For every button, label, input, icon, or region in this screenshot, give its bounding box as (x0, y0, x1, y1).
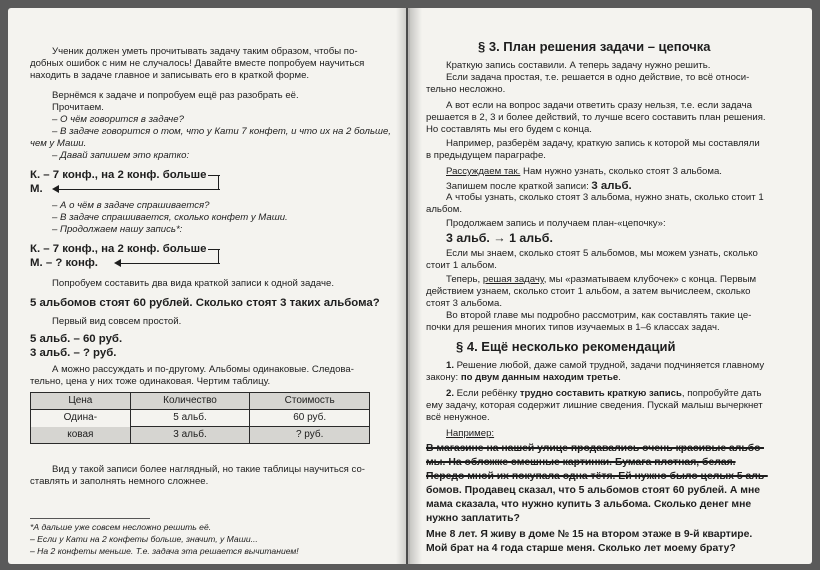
footnote-line-1: *А дальше уже совсем несложно решить её. (30, 522, 212, 532)
table-cell: 3 альб. (130, 427, 250, 444)
example-text: Передо мной их покупала одна тётя. Ей нужно было целых 5 аль- (426, 471, 768, 482)
rec1-number: 1. (446, 360, 455, 371)
p5-line-1: Если мы знаем, сколько стоят 5 альбомов, мы можем узнать, сколько (446, 248, 758, 259)
p6-line-3: стоят 3 альбома. (426, 298, 503, 309)
table-cell: 5 альб. (130, 410, 250, 427)
example-line-6 (426, 512, 520, 526)
reason-rest: Нам нужно узнать, сколько стоят 3 альбома. (520, 166, 722, 177)
short1-masha: М. (30, 183, 43, 195)
dialog-continue: – Продолжаем нашу запись*: (52, 224, 183, 235)
price-table (30, 392, 370, 444)
example-line-2 (426, 456, 736, 470)
short3-line-1: 5 альб. – 60 руб. (30, 333, 123, 345)
record-prefix: Запишем после краткой записи: (446, 181, 592, 192)
section-3-heading: § 3. План решения задачи – цепочка (478, 39, 711, 54)
conclusion-line-2: ставлять и заполнять немного сложнее. (30, 476, 209, 487)
p1-line-2: Если задача простая, т.е. решается в одно действие, то всё относи- (446, 72, 750, 83)
rec2-line-2: ему задачу, которая содержит лишние сведения. Пускай малыш вычеркнет (426, 400, 763, 411)
p2-line-3: Но составлять мы его будем с конца. (426, 124, 592, 135)
p6-line-1 (446, 274, 756, 286)
table-row (31, 427, 370, 444)
table-header: Количество (130, 393, 250, 410)
short1-arrow-bottom (58, 189, 220, 190)
table-header-row (31, 393, 370, 410)
continue-line: Продолжаем запись и получаем план-«цепочку»: (446, 218, 666, 229)
short3-line-2: 3 альб. – ? руб. (30, 347, 117, 359)
example-line-4 (426, 484, 760, 498)
example-label: Например: (446, 428, 495, 439)
rec1-bold: по двум данным находим третье (460, 372, 619, 383)
final-line-1: Мне 8 лет. Я живу в доме № 15 на втором этаже в 9-й квартире. (426, 529, 753, 540)
record-value: 3 альб. (591, 180, 632, 192)
rec2-pre: Если ребёнку (454, 388, 520, 399)
p1-line-1: Краткую запись составили. А теперь задачу нужно решить. (446, 60, 711, 71)
intro-line-1: Ученик должен уметь прочитывать задачу таким образом, чтобы по- (52, 46, 358, 57)
reason-line (446, 166, 722, 178)
rec1-line-1 (446, 360, 764, 372)
example-text: мама сказала, что нужно купить 3 альбома. Сколько денег мне (426, 499, 752, 510)
intro-line-2: добных ошибок с ним не случалось! Давайте вместе попробуем научиться (30, 58, 365, 69)
reason-line-2: тельно, цена у них тоже одинаковая. Чертим таблицу. (30, 376, 271, 387)
rec2-line-1 (446, 388, 761, 400)
footnote-divider (30, 518, 150, 519)
short2-katya: К. – 7 конф., на 2 конф. больше (30, 243, 207, 255)
final-line-2: Мой брат на 4 года старше меня. Сколько лет моему брату? (426, 543, 736, 554)
rec2-bold: трудно составить краткую запись (519, 388, 682, 399)
dialog-a2: – В задаче спрашивается, сколько конфет у Маши. (52, 212, 288, 223)
rec2-line-3: всё ненужное. (426, 412, 490, 423)
table-cell: Одина- (31, 410, 131, 427)
table-cell: ковая (31, 427, 131, 444)
dialog-q2: – А о чём в задаче спрашивается? (52, 200, 210, 211)
table-cell: 60 руб. (250, 410, 370, 427)
conclusion-line-1: Вид у такой записи более наглядный, но такие таблицы научиться со- (52, 464, 365, 475)
task-statement: 5 альбомов стоят 60 рублей. Сколько стоят 3 таких альбома? (30, 297, 380, 309)
p3-line-1: Например, разберём задачу, краткую запись к которой мы составляли (446, 138, 760, 149)
short1-arrow-side (218, 175, 219, 189)
chain-plan: 3 альб. → 1 альб. (446, 231, 553, 245)
short2-arrowhead (114, 259, 121, 267)
reason-line-1: А можно рассуждать и по-другому. Альбомы одинаковые. Следова- (52, 364, 354, 375)
p6-underlined: решая задачу (482, 274, 544, 285)
p6-pre: Теперь, (446, 274, 483, 285)
short2-arrow-bottom (120, 263, 220, 264)
table-header: Стоимость (250, 393, 370, 410)
p2-line-2: решается в 2, 3 и более действий, то лучше всего составить план решения. (426, 112, 766, 123)
right-page (408, 8, 812, 564)
p5-line-2: стоит 1 альбом. (426, 260, 497, 271)
first-view-line: Первый вид совсем простой. (52, 316, 182, 327)
p4-line-1: А чтобы узнать, сколько стоят 3 альбома, нужно знать, сколько стоит 1 (446, 192, 764, 203)
short1-arrowhead (52, 185, 59, 193)
example-line-3 (426, 470, 768, 484)
section-4-heading: § 4. Ещё несколько рекомендаций (456, 339, 676, 354)
example-text: нужно заплатить? (426, 513, 520, 524)
p7-line-1: Во второй главе мы подробно рассмотрим, как составлять такие це- (446, 310, 752, 321)
p7-line-2: почки для решения многих типов изучаемых в 1–6 классах задач. (426, 322, 720, 333)
dialog-short: – Давай запишем это кратко: (52, 150, 190, 161)
p1-line-3: тельно несложно. (426, 84, 506, 95)
rec1-end: . (618, 372, 621, 383)
example-line-1 (426, 442, 764, 456)
reason-label: Рассуждаем так. (446, 166, 521, 177)
record-line (446, 179, 632, 193)
rec1-line-2 (426, 372, 621, 384)
short2-masha: М. – ? конф. (30, 257, 98, 269)
left-page (8, 8, 406, 564)
try-line: Попробуем составить два вида краткой записи к одной задаче. (52, 278, 335, 289)
rec1-pre: закону: (426, 372, 461, 383)
rec2-number: 2. (446, 388, 455, 399)
example-text: В магазине на нашей улице продавались очень красивые альбо- (426, 443, 764, 454)
return-line: Вернёмся к задаче и попробуем ещё раз разобрать её. (52, 90, 299, 101)
rec1-text: Решение любой, даже самой трудной, задачи подчиняется главному (454, 360, 765, 371)
footnote-line-3: – На 2 конфеты меньше. Т.е. задача эта решается вычитанием! (30, 546, 299, 556)
p6-post: , мы «разматываем клубочек» с конца. Первым (543, 274, 757, 285)
p4-line-2: альбом. (426, 204, 463, 215)
dialog-a1: – В задаче говорится о том, что у Кати 7 конфет, и что их на 2 больше, (52, 126, 391, 137)
example-text: мы. На обложке смешные картинки. Бумага плотная, белая. (426, 457, 736, 468)
dialog-a1-cont: чем у Маши. (30, 138, 87, 149)
p3-line-2: в предыдущем параграфе. (426, 150, 546, 161)
footnote-line-2: – Если у Кати на 2 конфеты больше, значит, у Маши... (30, 534, 258, 544)
dialog-q1: – О чём говорится в задаче? (52, 114, 184, 125)
example-text: бомов. Продавец сказал, что 5 альбомов стоят 60 рублей. А мне (426, 485, 761, 496)
table-header: Цена (31, 393, 131, 410)
table-row (31, 410, 370, 427)
short2-arrow-side (218, 249, 219, 263)
p6-line-2: действием узнаем, сколько стоит 1 альбом, а затем вычислеем, сколько (426, 286, 751, 297)
rec2-post: , попробуйте дать (681, 388, 762, 399)
p2-line-1: А вот если на вопрос задачи ответить сразу нельзя, т.е. если задача (446, 100, 752, 111)
table-cell: ? руб. (250, 427, 370, 444)
example-line-5 (426, 498, 751, 512)
read-line: Прочитаем. (52, 102, 104, 113)
intro-line-3: находить в задаче главное и записывать его в краткой форме. (30, 70, 310, 81)
short1-katya: К. – 7 конф., на 2 конф. больше (30, 169, 207, 181)
